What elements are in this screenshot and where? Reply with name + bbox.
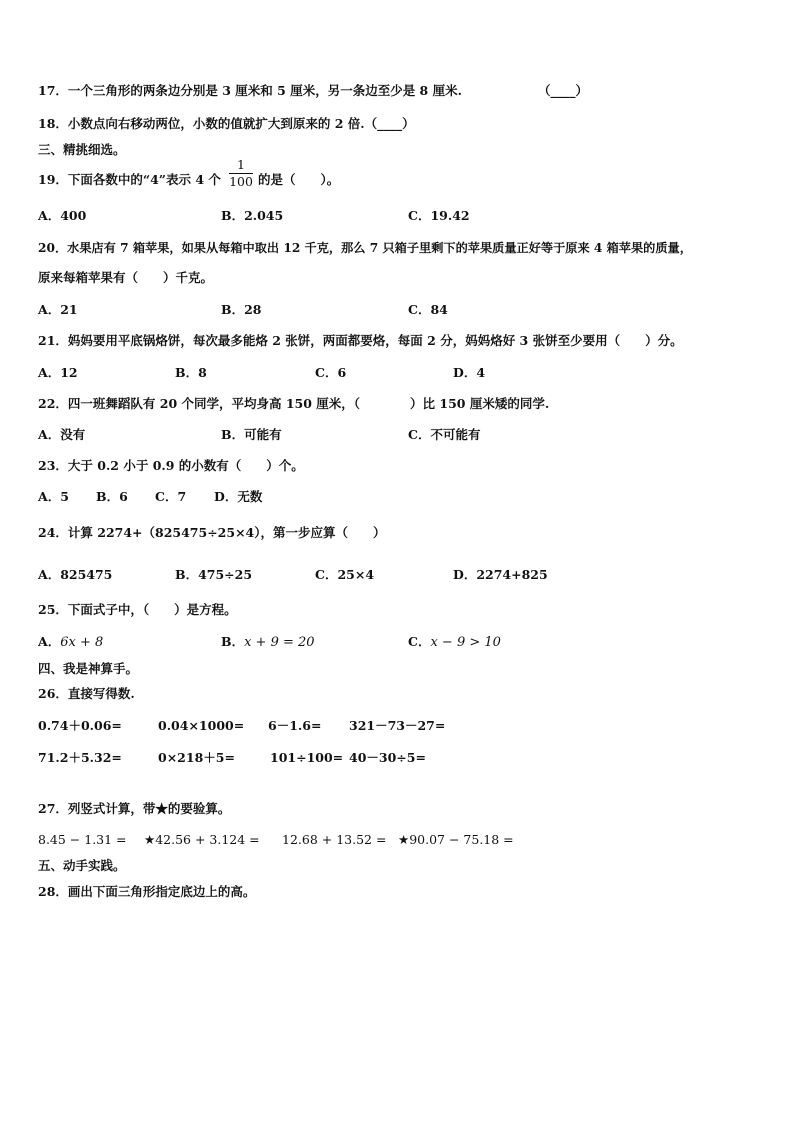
q20-option-a[interactable]: A．21	[38, 302, 78, 317]
question-26-title: 26．直接写得数.	[38, 686, 135, 701]
question-18: 18．小数点向右移动两位，小数的值就扩大到原来的 2 倍.（____）	[38, 116, 415, 131]
q23-option-a[interactable]: A．5	[38, 489, 69, 504]
q26-item: 40－30÷5=	[349, 750, 426, 765]
question-17	[38, 83, 462, 99]
q21-option-a[interactable]: A．12	[38, 365, 78, 380]
fraction-one-hundredth	[229, 158, 253, 189]
section-3-heading: 三、精挑细选。	[38, 142, 126, 157]
q23-option-c[interactable]: C．7	[155, 489, 187, 504]
q25-option-a[interactable]	[38, 634, 103, 651]
question-20-line-2: 原来每箱苹果有（ ）千克。	[38, 270, 214, 285]
q24-option-b[interactable]: B．475÷25	[175, 567, 253, 582]
q25-option-a-letter: A．	[38, 634, 61, 649]
question-19-stem-end: 的是（ ）。	[258, 172, 340, 187]
q24-option-c[interactable]: C．25×4	[315, 567, 375, 582]
q23-option-d[interactable]: D．无数	[214, 489, 263, 504]
q27-item: ★90.07 − 75.18 =	[398, 832, 514, 847]
q25-option-a-expr: 6x + 8	[60, 635, 104, 650]
q25-option-c-expr: x − 9 > 10	[430, 635, 501, 650]
fraction-denominator: 100	[229, 174, 253, 189]
q25-option-b[interactable]	[221, 634, 315, 651]
q21-option-c[interactable]: C．6	[315, 365, 347, 380]
q25-option-c[interactable]	[408, 634, 501, 651]
q23-option-b[interactable]: B．6	[96, 489, 128, 504]
question-21: 21．妈妈要用平底锅烙饼，每次最多能烙 2 张饼，两面都要烙，每面 2 分，妈妈烙好 3 张饼至少要用（ ）分。	[38, 333, 683, 348]
q19-option-a[interactable]: A．400	[38, 208, 87, 223]
question-25: 25．下面式子中，（ ）是方程。	[38, 602, 237, 617]
q24-option-a[interactable]: A．825475	[38, 567, 113, 582]
question-24: 24．计算 2274+（825475÷25×4），第一步应算（ ）	[38, 525, 386, 540]
question-19-stem: 19．下面各数中的“4”表示 4 个	[38, 172, 221, 187]
q26-item: 0.74＋0.06=	[38, 718, 122, 733]
q20-option-c[interactable]: C．84	[408, 302, 448, 317]
q20-option-b[interactable]: B．28	[221, 302, 262, 317]
section-5-heading: 五、动手实践。	[38, 858, 126, 873]
q26-item: 101÷100=	[270, 750, 344, 765]
q22-option-b[interactable]: B．可能有	[221, 427, 282, 442]
q22-option-c[interactable]: C．不可能有	[408, 427, 481, 442]
q21-option-b[interactable]: B．8	[175, 365, 207, 380]
q26-item: 71.2＋5.32=	[38, 750, 122, 765]
q27-item: 12.68 + 13.52 =	[282, 832, 387, 847]
q19-option-c[interactable]: C．19.42	[408, 208, 470, 223]
q21-option-d[interactable]: D．4	[453, 365, 486, 380]
question-20-line-1: 20．水果店有 7 箱苹果，如果从每箱中取出 12 千克，那么 7 只箱子里剩下的苹果质量正好等于原来 4 箱苹果的质量，	[38, 241, 692, 255]
q26-item: 6－1.6=	[268, 718, 322, 733]
question-28: 28．画出下面三角形指定底边上的高。	[38, 884, 256, 899]
q26-item: 321－73－27=	[349, 718, 446, 733]
question-17-answer-paren[interactable]: （____）	[538, 83, 589, 98]
q19-option-b[interactable]: B．2.045	[221, 208, 284, 223]
question-27-title: 27．列竖式计算，带★的要验算。	[38, 801, 231, 816]
question-22: 22．四一班舞蹈队有 20 个同学，平均身高 150 厘米，（ ）比 150 厘米矮的同学.	[38, 396, 550, 411]
q24-option-d[interactable]: D．2274+825	[453, 567, 548, 582]
question-17-text: 17．一个三角形的两条边分别是 3 厘米和 5 厘米，另一条边至少是 8 厘米.	[38, 83, 462, 98]
q25-option-c-letter: C．	[408, 634, 431, 649]
q27-item: 8.45 − 1.31 =	[38, 832, 127, 847]
question-23: 23．大于 0.2 小于 0.9 的小数有（ ）个。	[38, 458, 304, 473]
q25-option-b-letter: B．	[221, 634, 245, 649]
section-4-heading: 四、我是神算手。	[38, 661, 139, 676]
q26-item: 0.04×1000=	[158, 718, 245, 733]
q25-option-b-expr: x + 9 = 20	[244, 635, 315, 650]
q22-option-a[interactable]: A．没有	[38, 427, 86, 442]
q26-item: 0×218＋5=	[158, 750, 235, 765]
q27-item: ★42.56 + 3.124 =	[144, 832, 260, 847]
fraction-numerator: 1	[237, 157, 245, 172]
